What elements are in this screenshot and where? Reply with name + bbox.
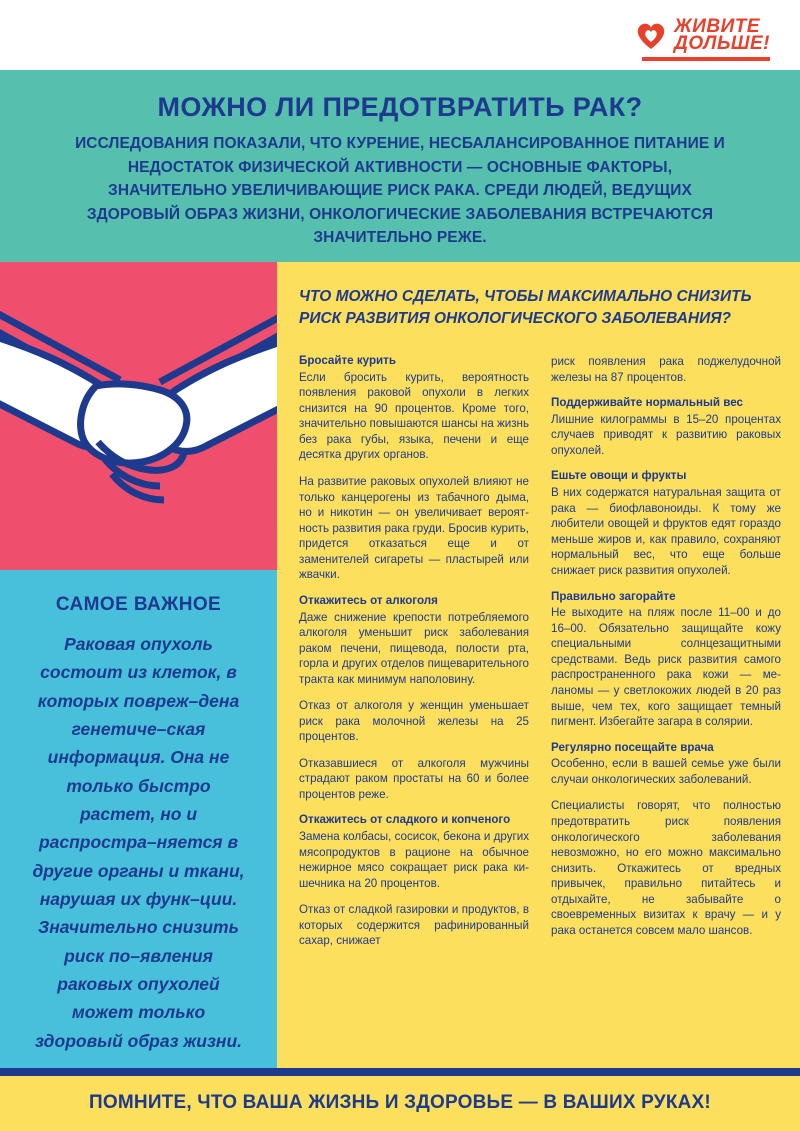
advice-paragraph: Специалисты говорят, что полностью предотвратить риск появления онкологического заболевания невозможно, но его можно максимально снизить. Откажитесь от вредных привычек, правильно питайтесь и отдыхайте, не забывайте о своевременных визитах к врачу — и у рака останется совсем мало шансов. (551, 799, 781, 937)
advice-block (299, 813, 529, 949)
logo-line-1: ЖИВИТЕ (674, 16, 761, 37)
advice-heading: Бросайте курить (299, 354, 396, 367)
advice-paragraph: На развитие раковых опухолей влияют не только канцерогены из табачного дыма, но и никотин — он увеличивает вероятность развития рака груди. Бросив курить, придется отказаться еще и от заменителей сигареты — пластырей или жвачки. (299, 475, 529, 582)
advice-paragraph: Замена колбасы, сосисок, бекона и других мясопродуктов в рационе на обычное нежирное мясо сокращает риск рака кишечника на 20 процентов. (299, 830, 529, 890)
advice-block (551, 590, 781, 730)
logo-text (674, 18, 770, 53)
advice-paragraph: риск появления рака поджелудочной железы на 87 процентов. (551, 355, 781, 384)
advice-paragraph: В них содержатся натуральная защита от рака — биофлавоноиды. К тому же любители овощей и фруктов едят гораздо меньше жиров и, как правило, сохраняют нормальный вес, что еще больше снижает риск развития опухолей. (551, 486, 781, 577)
advice-paragraph: Отказ от сладкой газировки и продуктов, в которых содержится рафинированный сахар, снижает (299, 903, 529, 948)
most-important-panel (0, 570, 277, 1068)
header-band (0, 70, 800, 262)
advice-block (299, 354, 529, 583)
left-column (0, 262, 277, 1068)
footer (0, 1068, 800, 1131)
illustration-panel (0, 262, 277, 570)
advice-paragraph: Даже снижение крепости потребляемого алкоголя уменьшит риск заболевания раком печени, пищевода, полости рта, горла и других отделов пищеварительного тракта как минимум наполовину. (299, 610, 529, 686)
advice-paragraph: Особенно, если в вашей семье уже были случаи онкологических заболеваний. (551, 757, 781, 786)
advice-heading: Регулярно посещайте врача (551, 740, 714, 754)
advice-paragraph: Отказавшиеся от алкоголя мужчины страдают раком простаты на 60 и более процентов реже. (299, 756, 529, 801)
section-title: ЧТО МОЖНО СДЕЛАТЬ, ЧТОБЫ МАКСИМАЛЬНО СНИЗИТЬ РИСК РАЗВИТИЯ ОНКОЛОГИЧЕСКОГО ЗАБОЛЕВАНИЯ? (299, 288, 752, 327)
logo-underline (642, 57, 770, 61)
footer-text: ПОМНИТЕ, ЧТО ВАША ЖИЗНЬ И ЗДОРОВЬЕ — В ВАШИХ РУКАХ! (89, 1092, 711, 1113)
advice-heading: Ешьте овощи и фрукты (551, 469, 687, 483)
advice-heading: Правильно загорайте (551, 589, 676, 603)
brand-logo (634, 18, 770, 53)
logo-strip (0, 0, 800, 70)
advice-paragraph: Лишние килограммы в 15–20 процентах случаев приводят к развитию раковых опухолей. (551, 412, 781, 457)
advice-heading: Поддерживайте нормальный вес (551, 396, 743, 410)
advice-block (551, 741, 781, 939)
advice-heading: Откажитесь от алкоголя (299, 593, 438, 607)
advice-block (551, 469, 781, 578)
advice-paragraph: Не выходите на пляж после 11–00 и до 16–00. Обязательно защищайте кожу специальными солнцезащитными средствами. Ведь риск развития самого распространенного рака кожи — меланомы — у светлокожих людей в 20 раз выше, чем тех, кого защищает темный пигмент. Избегайте загара в солярии. (551, 606, 781, 729)
advice-block (551, 354, 781, 385)
heart-icon (634, 18, 668, 52)
advice-paragraph: Если бросить курить, вероятность появления раковой опухоли в легких снизится на 90 процентов. Кроме того, значительно повышаются шансы на жизнь без рака губы, языка, печени и еще десятка других органов. (299, 370, 529, 462)
advice-heading: Откажитесь от сладкого и копченого (299, 813, 511, 827)
advice-block (551, 396, 781, 458)
logo-line-2: ДОЛЬШЕ! (674, 33, 770, 55)
advice-paragraph: Отказ от алкоголя у женщин уменьшает риск рака молочной железы на 25 процентов. (299, 699, 529, 744)
header-subtitle: ИССЛЕДОВАНИЯ ПОКАЗАЛИ, ЧТО КУРЕНИЕ, НЕСБАЛАНСИРОВАННОЕ ПИТАНИЕ И НЕДОСТАТОК ФИЗИЧЕСКОЙ АКТИВНОСТИ — ОСНОВНЫЕ ФАКТОРЫ, ЗНАЧИТЕЛЬНО УВЕЛИЧИВАЮЩИЕ РИСК РАКА. СРЕДИ ЛЮДЕЙ, ВЕДУЩИХ ЗДОРОВЫЙ ОБРАЗ ЖИЗНИ, ОНКОЛОГИЧЕСКИЕ ЗАБОЛЕВАНИЯ ВСТРЕЧАЮТСЯ ЗНАЧИТЕЛЬНО РЕЖЕ. (75, 135, 725, 247)
most-important-heading: САМОЕ ВАЖНОЕ (55, 594, 222, 615)
advice-block (299, 594, 529, 803)
handshake-icon (0, 262, 277, 570)
right-column (277, 262, 800, 1068)
page-title: МОЖНО ЛИ ПРЕДОТВРАТИТЬ РАК? (157, 92, 643, 122)
footer-divider (0, 1068, 800, 1076)
most-important-body: Раковая опухоль состоит из клеток, в которых повреж–дена генетиче–ская информация. Она не только быстро растет, но и распростра–няется в другие органы и ткани, нарушая их функ–ции. Значительно снизить риск по–явления раковых опухолей может только здоровый образ жизни. (32, 634, 245, 1051)
advice-columns (299, 354, 781, 1054)
